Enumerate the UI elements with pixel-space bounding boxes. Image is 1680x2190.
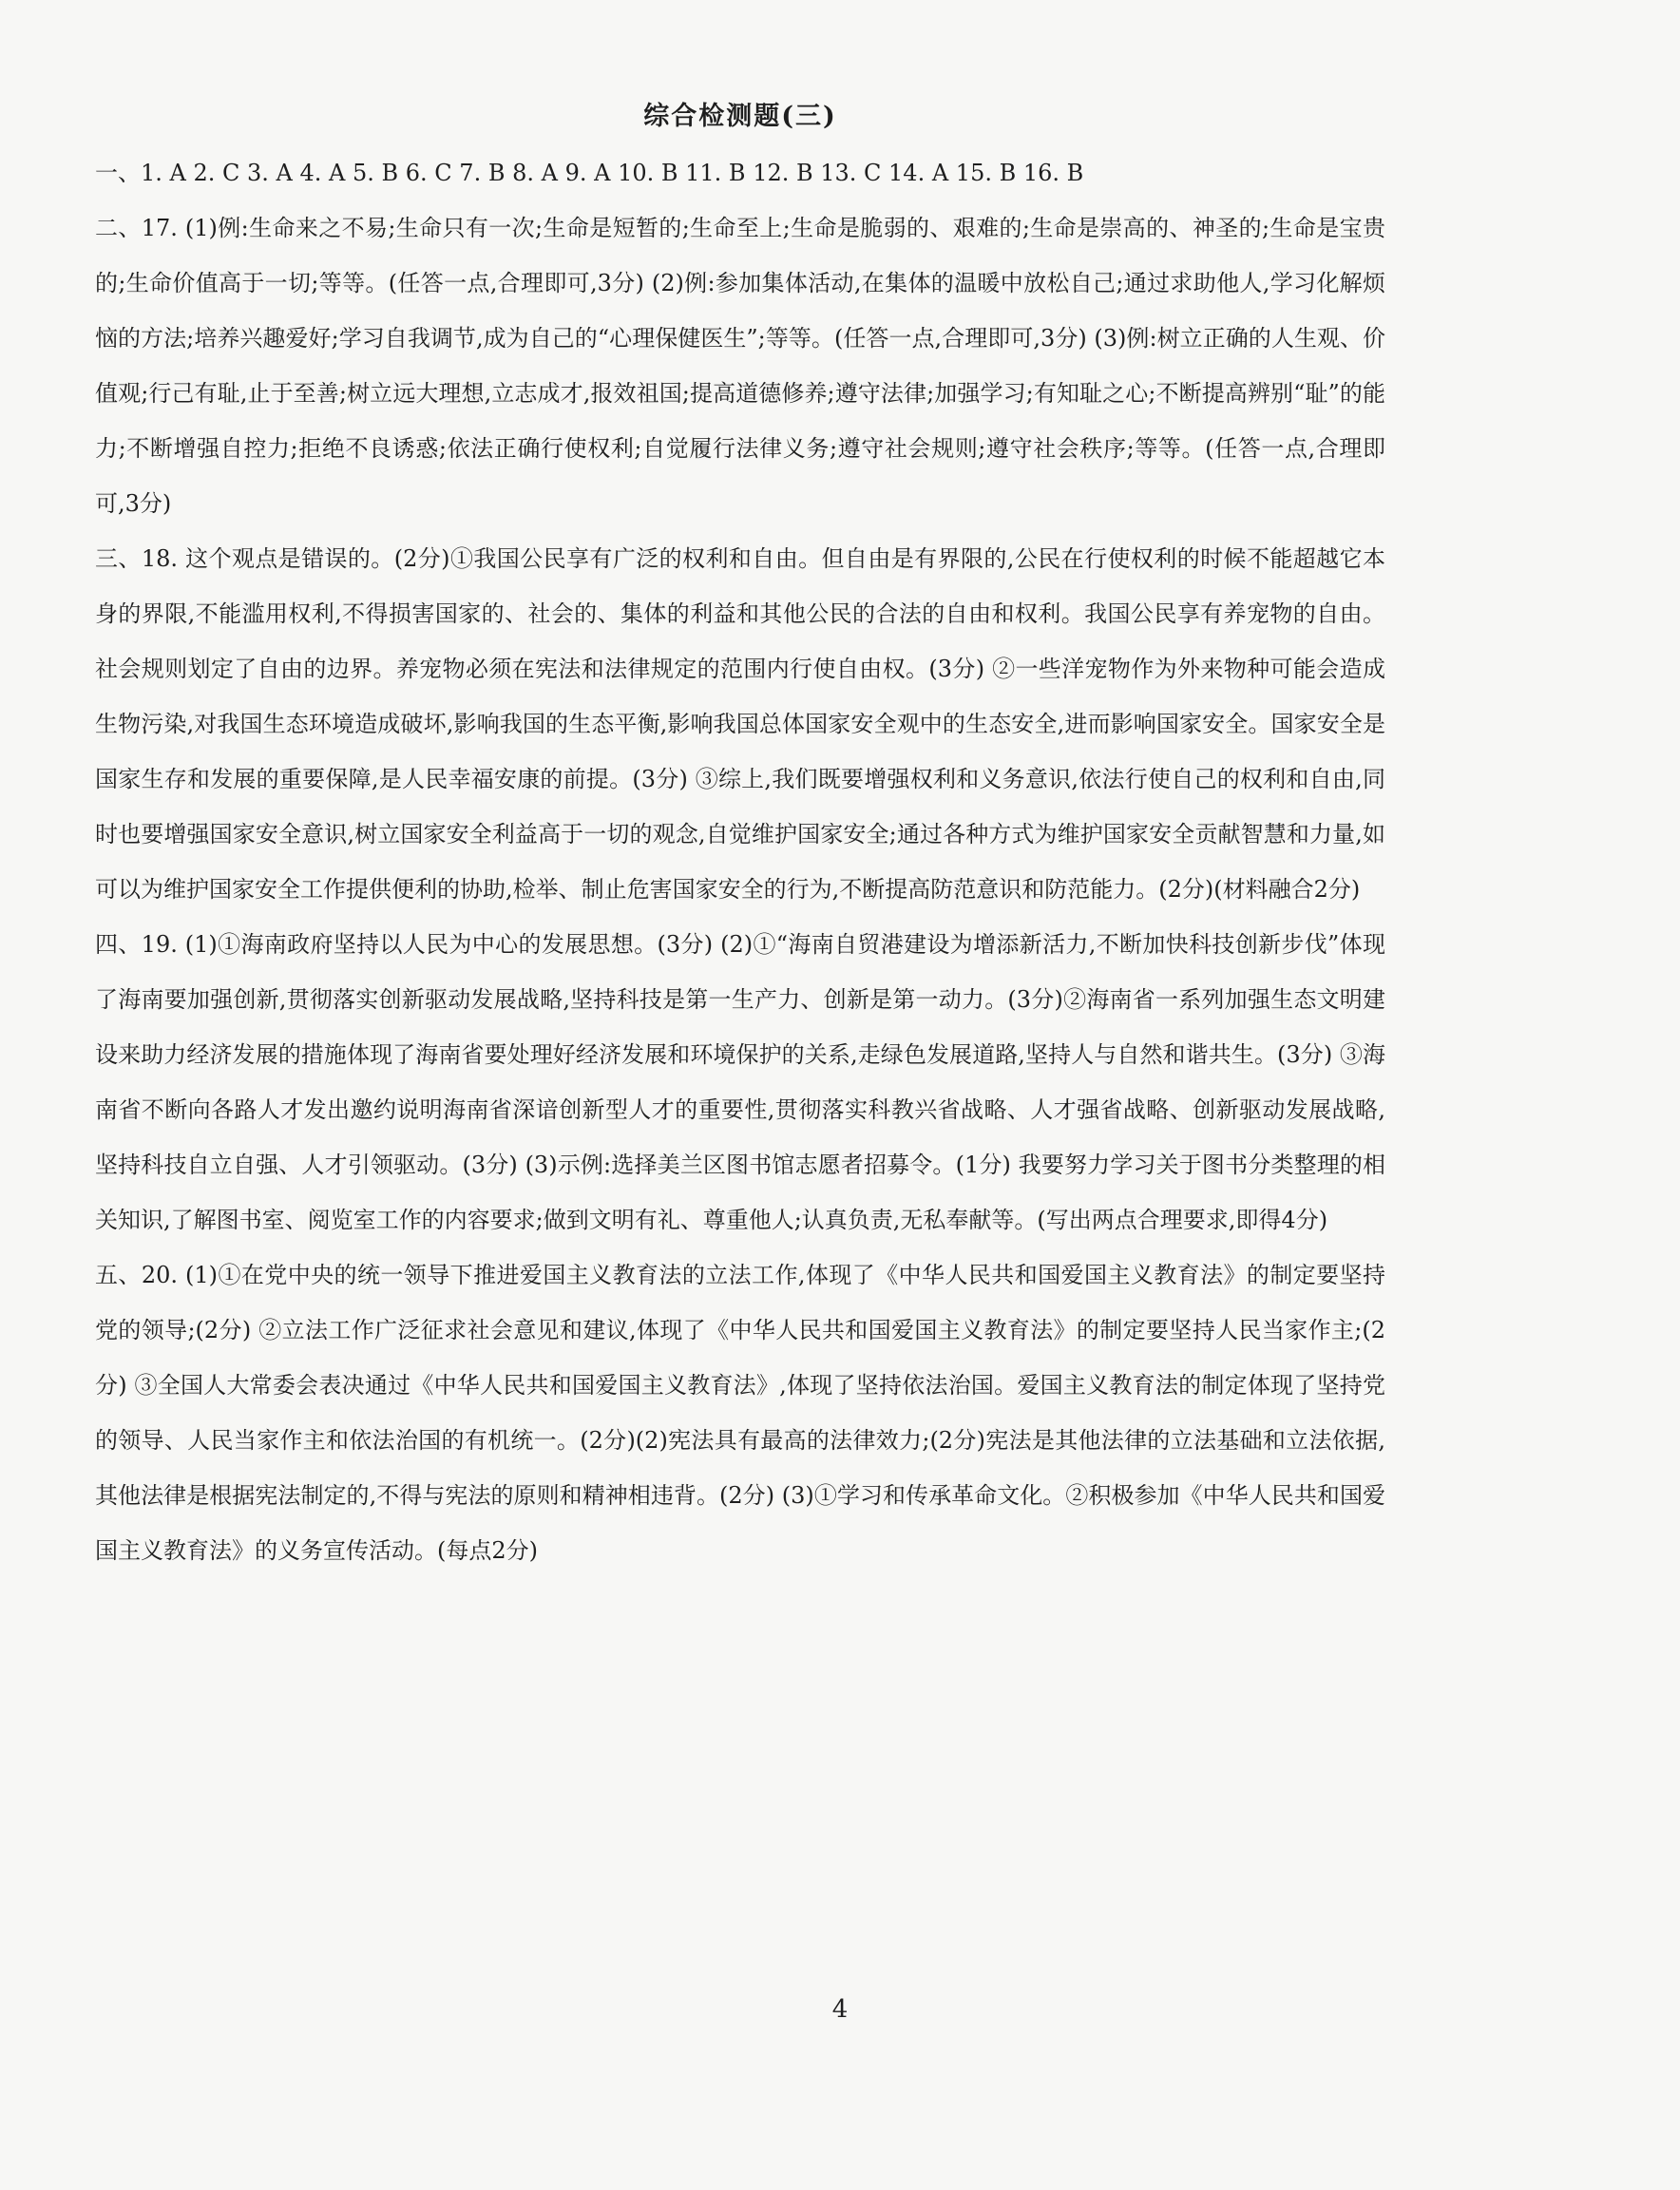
answer-body [95,145,1385,1578]
section-2-question-17: 二、17. (1)例:生命来之不易;生命只有一次;生命是短暂的;生命至上;生命是脆弱的、艰难的;生命是崇高的、神圣的;生命是宝贵的;生命价值高于一切;等等。(任答一点,合理即可,3分) (2)例:参加集体活动,在集体的温暖中放松自己;通过求助他人,学习化解烦恼的方法;培养兴趣爱好;学习自我调节,成为自己的“心理保健医生”;等等。(任答一点,合理即可,3分) (3)例:树立正确的人生观、价值观;行己有耻,止于至善;树立远大理想,立志成才,报效祖国;提高道德修养;遵守法律;加强学习;有知耻之心;不断提高辨别“耻”的能力;不断增强自控力;拒绝不良诱惑;依法正确行使权利;自觉履行法律义务;遵守社会规则;遵守社会秩序;等等。(任答一点,合理即可,3分) [95,215,1385,517]
section-3-question-18: 三、18. 这个观点是错误的。(2分)①我国公民享有广泛的权利和自由。但自由是有界限的,公民在行使权利的时候不能超越它本身的界限,不能滥用权利,不得损害国家的、社会的、集体的利益和其他公民的合法的自由和权利。我国公民享有养宠物的自由。社会规则划定了自由的边界。养宠物必须在宪法和法律规定的范围内行使自由权。(3分) ②一些洋宠物作为外来物种可能会造成生物污染,对我国生态环境造成破坏,影响我国的生态平衡,影响我国总体国家安全观中的生态安全,进而影响国家安全。国家安全是国家生存和发展的重要保障,是人民幸福安康的前提。(3分) ③综上,我们既要增强权利和义务意识,依法行使自己的权利和自由,同时也要增强国家安全意识,树立国家安全利益高于一切的观念,自觉维护国家安全;通过各种方式为维护国家安全贡献智慧和力量,如可以为维护国家安全工作提供便利的协助,检举、制止危害国家安全的行为,不断提高防范意识和防范能力。(2分)(材料融合2分) [95,545,1385,903]
page-title: 综合检测题(三) [643,102,837,131]
section-1-multiple-choice: 一、1. A 2. C 3. A 4. A 5. B 6. C 7. B 8. A 9. A 10. B 11. B 12. B 13. C 14. A 15. B 16. B [95,160,1084,186]
section-5-question-20: 五、20. (1)①在党中央的统一领导下推进爱国主义教育法的立法工作,体现了《中华人民共和国爱国主义教育法》的制定要坚持党的领导;(2分) ②立法工作广泛征求社会意见和建议,体现了《中华人民共和国爱国主义教育法》的制定要坚持人民当家作主;(2分) ③全国人大常委会表决通过《中华人民共和国爱国主义教育法》,体现了坚持依法治国。爱国主义教育法的制定体现了坚持党的领导、人民当家作主和依法治国的有机统一。(2分)(2)宪法具有最高的法律效力;(2分)宪法是其他法律的立法基础和立法依据,其他法律是根据宪法制定的,不得与宪法的原则和精神相违背。(2分) (3)①学习和传承革命文化。②积极参加《中华人民共和国爱国主义教育法》的义务宣传活动。(每点2分) [95,1262,1385,1564]
page-number: 4 [831,1995,849,2024]
section-4-question-19: 四、19. (1)①海南政府坚持以人民为中心的发展思想。(3分) (2)①“海南自贸港建设为增添新活力,不断加快科技创新步伐”体现了海南要加强创新,贯彻落实创新驱动发展战略,坚持科技是第一生产力、创新是第一动力。(3分)②海南省一系列加强生态文明建设来助力经济发展的措施体现了海南省要处理好经济发展和环境保护的关系,走绿色发展道路,坚持人与自然和谐共生。(3分) ③海南省不断向各路人才发出邀约说明海南省深谙创新型人才的重要性,贯彻落实科教兴省战略、人才强省战略、创新驱动发展战略,坚持科技自立自强、人才引领驱动。(3分) (3)示例:选择美兰区图书馆志愿者招募令。(1分) 我要努力学习关于图书分类整理的相关知识,了解图书室、阅览室工作的内容要求;做到文明有礼、尊重他人;认真负责,无私奉献等。(写出两点合理要求,即得4分) [95,931,1385,1233]
